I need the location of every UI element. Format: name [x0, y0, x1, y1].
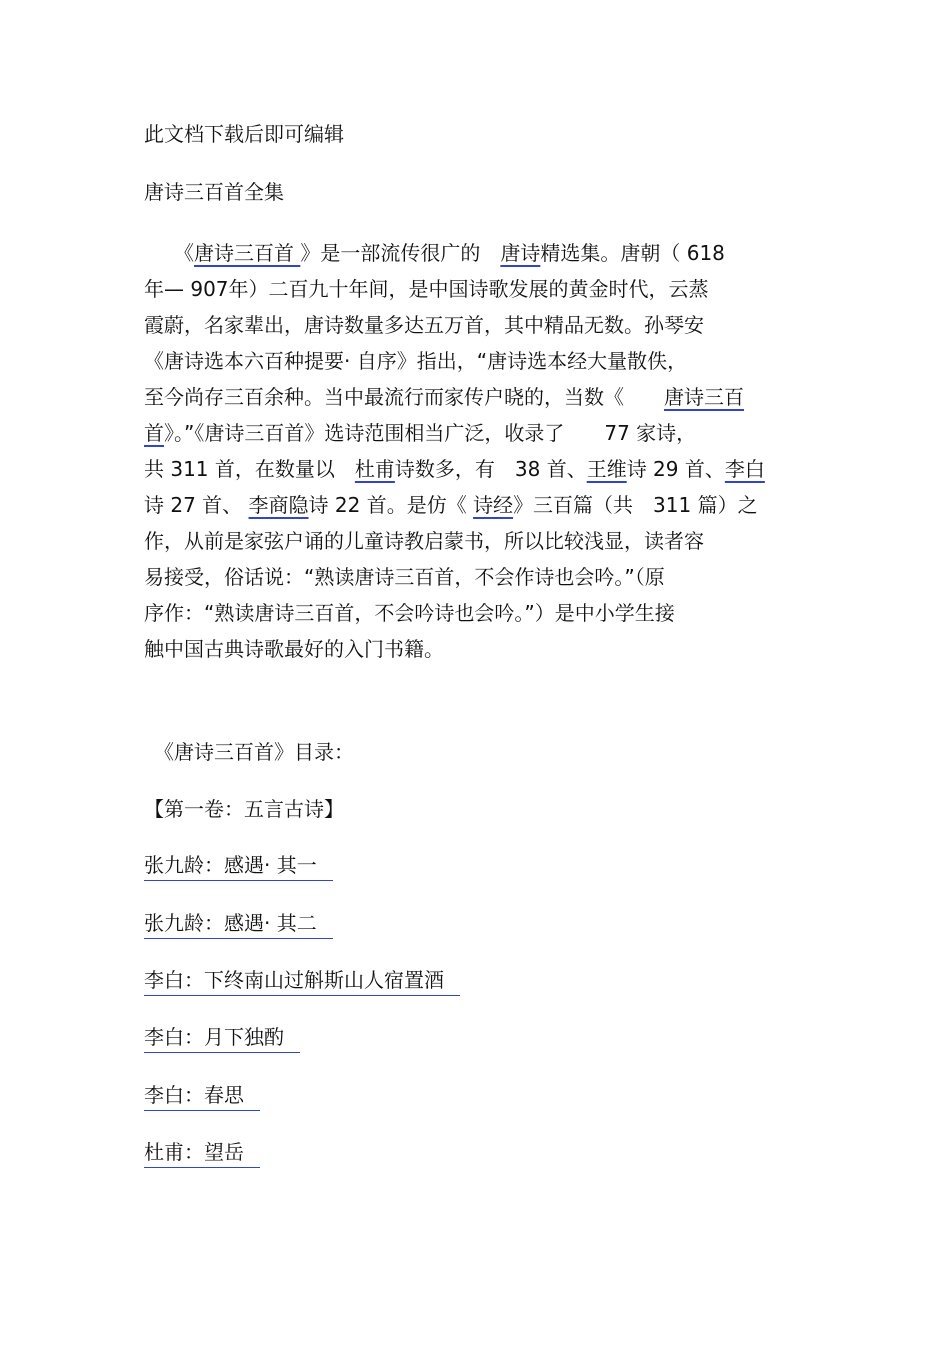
text-run: 序作：“熟读唐诗三百首，不会吟诗也会吟。”）是中小学生接	[144, 601, 675, 625]
text-run: 《唐诗选本六百种提要· 自序》指出，“唐诗选本经大量散佚，	[144, 349, 688, 373]
text-run: 》三百篇（共 311 篇）之	[513, 493, 758, 517]
toc-link-item[interactable]: 李白：月下独酌	[144, 1024, 300, 1053]
text-run: 易接受，俗话说：“熟读唐诗三百首，不会作诗也会吟。”（原	[144, 565, 665, 589]
inline-link[interactable]: 唐诗	[500, 241, 541, 265]
toc-link-item[interactable]: 张九龄：感遇· 其二	[144, 910, 333, 939]
inline-link[interactable]: 首	[144, 421, 164, 445]
toc-link-item[interactable]: 李白：春思	[144, 1082, 260, 1111]
intro-line	[144, 343, 809, 379]
toc-link-item[interactable]: 杜甫：望岳	[144, 1139, 260, 1168]
text-run: 霞蔚，名家辈出，唐诗数量多达五万首，其中精品无数。孙琴安	[144, 313, 704, 337]
text-run: 年— 907年）二百九十年间，是中国诗歌发展的黄金时代，云蒸	[144, 277, 709, 301]
text-run: 共 311 首，在数量以	[144, 457, 355, 481]
intro-line	[144, 307, 809, 343]
toc-link-item[interactable]: 李白：下终南山过斛斯山人宿置酒	[144, 967, 460, 996]
intro-line	[144, 487, 809, 523]
document-title: 唐诗三百首全集	[144, 180, 284, 204]
inline-link[interactable]: 唐诗三百首	[194, 241, 301, 265]
text-run: 》。”《唐诗三百首》选诗范围相当广泛，收录了 77 家诗，	[164, 421, 697, 445]
text-run: 精选集。唐朝（ 618	[540, 241, 725, 265]
intro-line	[144, 379, 809, 415]
download-notice: 此文档下载后即可编辑	[144, 122, 344, 146]
inline-link[interactable]: 李商隐	[248, 493, 309, 517]
inline-link[interactable]: 李白	[724, 457, 765, 481]
intro-line	[144, 595, 809, 631]
intro-line	[144, 415, 809, 451]
text-run: 诗数多，有 38 首、	[394, 457, 587, 481]
text-run: 《	[144, 241, 194, 265]
intro-line	[144, 523, 809, 559]
intro-paragraph	[144, 235, 809, 667]
inline-link[interactable]: 杜甫	[354, 457, 395, 481]
intro-line	[144, 271, 809, 307]
intro-line	[144, 631, 809, 667]
inline-link[interactable]: 诗经	[473, 493, 514, 517]
intro-line	[144, 559, 809, 595]
text-run: 触中国古典诗歌最好的入门书籍。	[144, 637, 444, 661]
text-run: 作，从前是家弦户诵的儿童诗教启蒙书，所以比较浅显，读者容	[144, 529, 704, 553]
text-run: 诗 29 首、	[626, 457, 725, 481]
toc-volume-heading: 【第一卷：五言古诗】	[144, 797, 344, 821]
toc-heading: 《唐诗三百首》目录：	[144, 740, 354, 764]
intro-line	[144, 235, 809, 271]
text-run: 诗 27 首、	[144, 493, 249, 517]
inline-link[interactable]: 王维	[586, 457, 627, 481]
inline-link[interactable]: 唐诗三百	[664, 385, 744, 409]
text-run: 至今尚存三百余种。当中最流行而家传户晓的，当数《	[144, 385, 664, 409]
toc-link-item[interactable]: 张九龄：感遇· 其一	[144, 852, 333, 881]
text-run: 诗 22 首。是仿《	[308, 493, 474, 517]
intro-line	[144, 451, 809, 487]
text-run: 》是一部流传很广的	[300, 241, 501, 265]
